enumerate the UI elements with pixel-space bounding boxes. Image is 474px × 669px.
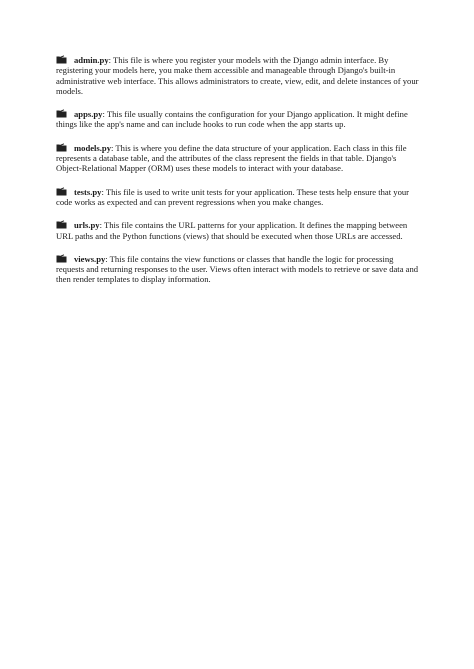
file-name: models.py (74, 142, 112, 153)
file-description: : This file is where you register your models with the Django admin interface. By registering your models here, you make them accessible and manageable through Django's built-in administrative web interface. This allows administrators to create, view, edit, and delete instances of your models. (56, 55, 419, 96)
file-entry-tests (56, 187, 420, 208)
file-name: views.py (74, 253, 106, 264)
file-name: urls.py (74, 220, 100, 231)
file-name: admin.py (74, 55, 109, 65)
file-name: tests.py (74, 186, 102, 197)
file-entry-admin (56, 55, 420, 96)
file-entry-apps (56, 109, 420, 130)
file-name: apps.py (74, 109, 103, 120)
file-description: : This is where you define the data structure of your application. Each class in this file represents a database table, and the attributes of the class represent the fields in that table. Django's Object-Relational Mapper (ORM) uses these models to interact with your database. (56, 142, 407, 174)
document-page (56, 55, 420, 298)
file-description: : This file contains the URL patterns for your application. It defines the mapping between URL paths and the Python functions (views) that should be executed when those URLs are accessed. (56, 220, 408, 241)
folder-icon (56, 109, 70, 118)
file-description: : This file contains the view functions or classes that handle the logic for processing requests and returning responses to the user. Views often interact with models to retrieve or save data and then render templates to display information. (56, 253, 419, 285)
file-entry-urls (56, 220, 420, 241)
folder-icon (56, 55, 70, 64)
folder-icon (56, 143, 70, 152)
file-entry-views (56, 254, 420, 285)
file-entry-models (56, 143, 420, 174)
file-description: : This file is used to write unit tests for your application. These tests help ensure that your code works as expected and can prevent regressions when you make changes. (56, 186, 410, 207)
file-description: : This file usually contains the configuration for your Django application. It might define things like the app's name and can include hooks to run code when the app starts up. (56, 109, 408, 130)
folder-icon (56, 220, 70, 229)
folder-icon (56, 187, 70, 196)
folder-icon (56, 254, 70, 263)
